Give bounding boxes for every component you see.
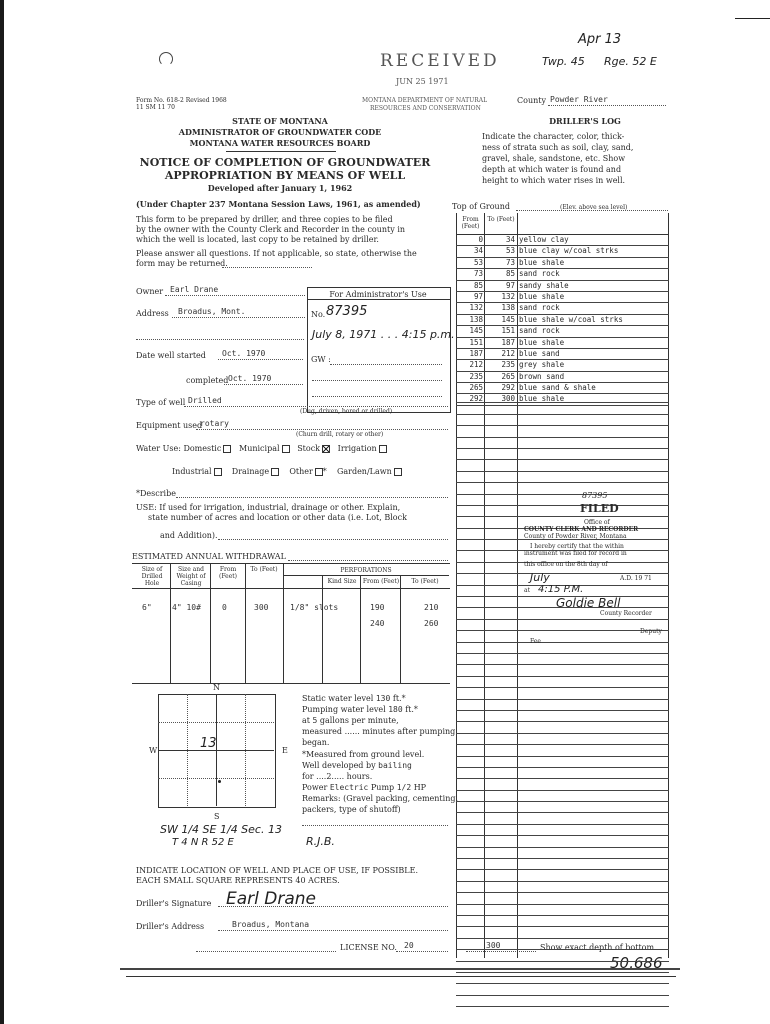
log-blank-row[interactable] [456,722,669,733]
static-unit: ft.* [392,694,406,703]
location-ref: R.J.B. [306,835,335,848]
log-row [456,281,669,292]
type-of-well-label: Type of well [136,398,186,407]
log-desc[interactable]: grey shale [519,360,565,370]
at-label: at [302,716,310,725]
log-blank-row[interactable] [456,893,669,904]
log-blank-row[interactable] [456,700,669,711]
scan-edge-left [0,0,4,1024]
log-row [456,258,669,269]
filed-office: Office of [584,519,610,526]
log-desc[interactable]: yellow clay [519,235,569,244]
hours-line: for ....2..... hours. [302,772,373,781]
municipal-label: Municipal [239,444,280,453]
log-desc[interactable]: blue sand & shale [519,383,596,393]
drainage-label: Drainage [231,467,270,476]
filed-certify-1: I hereby certify that the within [530,543,624,550]
log-desc[interactable]: blue shale [519,337,565,347]
col-perf-from: From (Feet) [362,578,400,585]
log-blank-row[interactable] [456,984,669,995]
section-number: 13 [200,736,217,751]
power-value[interactable]: Electric [329,783,369,792]
log-blank-row[interactable] [456,745,669,756]
describe-label: *Describe [136,489,176,498]
instructions-2: by the owner with the County Clerk and Recorder in the county in [136,225,406,234]
log-to[interactable]: 53 [505,246,515,256]
owner-value[interactable]: Earl Drane [170,285,219,294]
log-row [456,338,669,349]
received-date: JUN 25 1971 [396,77,449,86]
col-size: Size of Drilled Hole [141,566,163,587]
log-desc[interactable]: blue sand [519,348,560,358]
pump-value[interactable]: 1/2 [396,783,412,792]
log-blank-row[interactable] [456,996,669,1007]
water-use-row-2: Industrial Drainage Other * Garden/Lawn [172,467,402,476]
garden-label: Garden/Lawn [336,467,392,476]
log-col-from: From (Feet) [461,216,480,230]
log-blank-row[interactable] [456,950,669,961]
log-from[interactable]: 34 [473,246,483,256]
developed-value[interactable]: bailing [378,761,412,770]
drillers-log-text-1: Indicate the character, color, thick- [482,132,625,141]
log-blank-row[interactable] [456,939,669,950]
log-from[interactable]: 138 [469,314,483,324]
filed-label: FILED [580,502,619,515]
log-blank-row[interactable] [456,791,669,802]
form-code-2: 11 SM 11 70 [136,104,175,111]
log-to[interactable]: 145 [501,314,515,324]
drillers-log-text-4: depth at which water is found and [482,165,622,174]
log-from[interactable]: 0 [478,235,483,244]
log-from[interactable]: 235 [469,371,483,381]
form-code: Form No. 618-2 Revised 1968 [136,97,227,104]
value-perf2-to[interactable]: 260 [424,619,439,628]
filed-number: 87395 [582,491,608,500]
domestic-label: Domestic [183,444,222,453]
location-twp: T 4 N R 52 E [172,837,234,848]
stock-checkbox[interactable] [322,445,330,453]
drainage-checkbox[interactable] [271,468,279,476]
value-to[interactable]: 300 [254,603,269,612]
log-desc[interactable]: sandy shale [519,280,569,290]
log-from[interactable]: 145 [469,326,483,336]
completed-value[interactable]: Oct. 1970 [228,374,272,383]
value-size[interactable]: 6" [142,603,152,612]
signature-label: Driller's Signature [136,899,212,908]
log-from[interactable]: 265 [469,383,483,393]
completed-label: completed [186,376,229,385]
water-use-text: Water Use: [136,444,181,453]
log-blank-row[interactable] [456,403,669,414]
developed-label: Well developed by [302,761,376,770]
log-blank-row[interactable] [456,779,669,790]
well-marker-icon [218,780,221,783]
drillers-log-text-5: height to which water rises in well. [482,176,626,185]
log-row [456,315,669,326]
log-row [456,235,669,246]
record-number: 50,686 [610,954,663,972]
log-to[interactable]: 151 [501,326,515,336]
log-blank-row[interactable] [456,495,669,506]
date-started-value[interactable]: Oct. 1970 [222,349,266,358]
filed-year: A.D. 19 71 [620,575,652,582]
log-blank-row[interactable] [456,916,669,927]
log-row [456,292,669,303]
log-desc[interactable]: blue shale [519,291,565,301]
log-to[interactable]: 292 [501,383,515,393]
gpm-label: gallons per minute, [319,716,399,725]
compass-w: W [149,746,158,755]
log-row [456,303,669,314]
log-blank-row[interactable] [456,836,669,847]
value-perf1-from[interactable]: 190 [370,603,385,612]
log-desc[interactable]: blue clay w/coal strks [519,246,619,256]
value-perf1-to[interactable]: 210 [424,603,439,612]
log-to[interactable]: 132 [501,291,515,301]
log-desc[interactable]: brown sand [519,371,565,381]
log-blank-row[interactable] [456,962,669,973]
log-from[interactable]: 97 [473,291,483,301]
other-checkbox[interactable] [315,468,323,476]
signature-value: Earl Drane [226,889,317,909]
instructions-3: which the well is located, last copy to be retained by driller. [136,235,379,244]
log-desc[interactable]: sand rock [519,303,560,313]
filed-month: July [530,571,550,584]
log-to[interactable]: 300 [501,394,515,404]
filed-at: at [524,587,530,594]
use-note-2: state number of acres and location or other data (i.e. Lot, Block [148,513,407,522]
log-row [456,326,669,337]
log-blank-row[interactable] [456,665,669,676]
static-water [302,694,406,703]
log-from[interactable]: 292 [469,394,483,404]
address-label: Address [136,309,169,318]
log-blank-row[interactable] [456,677,669,688]
domestic-checkbox[interactable] [223,445,231,453]
compass-e: E [282,746,288,755]
irrigation-checkbox[interactable] [379,445,387,453]
static-label: Static water level [302,694,374,703]
owner-label: Owner [136,287,164,296]
instructions-4: Please answer all questions. If not applicable, so state, otherwise the [136,249,417,258]
log-blank-row[interactable] [456,768,669,779]
industrial-checkbox[interactable] [214,468,222,476]
log-from[interactable]: 132 [469,303,483,313]
admin-gw-label: GW : [311,355,331,364]
log-to[interactable]: 212 [501,348,515,358]
filed-certify-2: instrument was filed for record in [524,550,627,557]
log-row [456,246,669,257]
power-label: Power [302,783,328,792]
log-blank-row[interactable] [456,848,669,859]
col-to: To (Feet) [250,566,278,573]
filed-certify-3: this office on the 8th day of [524,561,608,568]
log-blank-row[interactable] [456,426,669,437]
value-kind[interactable]: 1/8" slots [290,603,339,612]
drillers-address-value[interactable]: Broadus, Montana [232,920,310,929]
log-blank-row[interactable] [456,870,669,881]
depth-value[interactable]: 300 [486,941,501,950]
measured-line: measured ...... minutes after pumping [302,727,456,736]
hp-label: HP [413,783,427,792]
log-blank-row[interactable] [456,757,669,768]
header-state: STATE OF MONTANA [232,116,328,126]
pumping-value[interactable]: 180 [388,705,403,714]
log-row [456,372,669,383]
log-from[interactable]: 85 [473,280,483,290]
drillers-log-text-2: ness of strata such as soil, clay, sand, [482,143,634,152]
static-value[interactable]: 130 [375,694,391,703]
col-perforations: PERFORATIONS [340,567,392,574]
log-blank-row[interactable] [456,438,669,449]
log-to[interactable]: 187 [501,337,515,347]
instructions-1: This form to be prepared by driller, and three copies to be filed [136,215,393,224]
stock-label: Stock [297,444,321,453]
log-row [456,349,669,360]
log-to[interactable]: 97 [505,280,515,290]
other-label: Other [289,467,313,476]
equipment-label: Equipment used [136,421,203,430]
address-value[interactable]: Broadus, Mont. [178,307,246,316]
log-blank-row[interactable] [456,415,669,426]
admin-no-label: No. [311,310,326,319]
col-from: From (Feet) [218,566,238,580]
use-note-3: and Addition). [160,531,218,540]
log-blank-row[interactable] [456,392,669,403]
top-of-ground-label: Top of Ground [452,202,510,211]
received-stamp: RECEIVED [380,51,500,71]
drillers-log-text-3: gravel, shale, sandstone, etc. Show [482,154,626,163]
filed-fee: Fee [530,638,541,645]
filed-time: 4:15 P.M. [538,584,584,595]
log-blank-row[interactable] [456,506,669,517]
value-perf2-from[interactable]: 240 [370,619,385,628]
log-col-to: To (Feet) [487,216,515,223]
irrigation-label: Irrigation [337,444,377,453]
log-blank-row[interactable] [456,688,669,699]
compass-s: S [214,812,220,821]
admin-date-value: July 8, 1971 . . . 4:15 p.m. [312,328,455,341]
drillers-address-label: Driller's Address [136,922,205,931]
log-blank-row[interactable] [456,620,669,631]
log-blank-row[interactable] [456,654,669,665]
log-blank-row[interactable] [456,643,669,654]
for-label: for [302,772,314,781]
equipment-note: (Churn drill, rotary or other) [296,431,384,438]
measured-label: measured [302,727,343,736]
log-from[interactable]: 53 [473,257,483,267]
log-blank-row[interactable] [456,631,669,642]
drillers-log-title: DRILLER'S LOG [549,116,621,126]
location-quarter: SW 1/4 SE 1/4 Sec. 13 [160,823,282,836]
filed-county-clerk: COUNTY CLERK AND RECORDER [524,526,639,533]
log-desc[interactable]: sand rock [519,269,560,279]
header-admin: ADMINISTRATOR OF GROUNDWATER CODE [178,127,382,137]
compass-n: N [213,683,220,692]
log-blank-row[interactable] [456,460,669,471]
remarks-1: Remarks: (Gravel packing, cementing, [302,794,459,803]
log-desc[interactable]: blue shale [519,257,565,267]
section-grid [158,694,276,808]
col-kind: Kind Size [327,578,357,585]
drillers-log-table [456,235,669,406]
header-board: MONTANA WATER RESOURCES BOARD [189,138,371,148]
filed-county-of: County of Powder River, Montana [524,533,627,540]
log-desc[interactable]: blue shale [519,394,565,404]
location-instruction-2: EACH SMALL SQUARE REPRESENTS 40 ACRES. [136,876,340,885]
punch-hole-icon [159,52,173,66]
power-line [302,783,426,792]
municipal-checkbox[interactable] [282,445,290,453]
elev-note: (Elev. above sea level) [560,204,628,211]
log-blank-row[interactable] [456,882,669,893]
measured-from: *Measured from ground level. [302,750,425,759]
corner-note-rge: Rge. 52 E [604,55,657,68]
county-label: County [517,96,546,105]
log-from[interactable]: 212 [469,360,483,370]
log-blank-row[interactable] [456,802,669,813]
filed-deputy: Deputy [640,628,662,635]
value-casing[interactable]: 4" 10# [172,603,201,612]
log-to[interactable]: 265 [501,371,515,381]
hours-label: hours. [346,772,373,781]
log-blank-row[interactable] [456,905,669,916]
pump-label: Pump [370,783,395,792]
log-to[interactable]: 85 [505,269,515,279]
scan-edge-right [735,18,770,19]
log-blank-row[interactable] [456,734,669,745]
header-title-2: APPROPRIATION BY MEANS OF WELL [164,169,406,182]
log-to[interactable]: 73 [505,257,515,267]
after-label: minutes after pumping [362,727,456,736]
corner-note-twp: Twp. 45 [542,55,585,68]
county-value: Powder River [550,95,608,104]
log-blank-row[interactable] [456,813,669,824]
received-dept-1: MONTANA DEPARTMENT OF NATURAL [362,97,488,104]
began-line: began. [302,738,330,747]
col-casing: Size and Weight of Casing [176,566,206,587]
withdrawal-title: ESTIMATED ANNUAL WITHDRAWAL [132,552,286,561]
log-blank-row[interactable] [456,859,669,870]
gpm-value[interactable]: 5 [312,716,318,725]
type-of-well-value[interactable]: Drilled [188,396,222,405]
received-dept-2: RESOURCES AND CONSERVATION [370,105,481,112]
log-blank-row[interactable] [456,825,669,836]
admin-box-title: For Administrator's Use [329,290,427,299]
date-started-label: Date well started [136,351,206,360]
license-value[interactable]: 20 [404,941,414,950]
log-row [456,269,669,280]
log-from[interactable]: 187 [469,348,483,358]
equipment-value[interactable]: rotary [200,419,229,428]
drillers-log-blank-rows [456,392,669,1007]
depth-label: Show exact depth of bottom [540,943,655,952]
license-label: LICENSE NO. [340,943,397,952]
log-blank-row[interactable] [456,973,669,984]
log-to[interactable]: 138 [501,303,515,313]
location-instruction-1: INDICATE LOCATION OF WELL AND PLACE OF USE, IF POSSIBLE. [136,866,418,875]
header-title-1: NOTICE OF COMPLETION OF GROUNDWATER [139,156,431,169]
log-desc[interactable]: blue shale w/coal strks [519,314,623,324]
garden-checkbox[interactable] [394,468,402,476]
use-note-1: USE: If used for irrigation, industrial, drainage or other. Explain, [136,503,401,512]
header-chapter: (Under Chapter 237 Montana Session Laws, 1961, as amended) [136,199,421,209]
log-desc[interactable]: sand rock [519,326,560,336]
pumping-unit: ft.* [405,705,418,714]
corner-note-date: Apr 13 [578,32,622,47]
gpm-line [302,716,399,725]
developed-line [302,761,412,770]
header-developed: Developed after January 1, 1962 [207,183,353,193]
admin-no-value: 87395 [326,304,368,319]
log-from[interactable]: 73 [473,269,483,279]
pumping-label: Pumping water level [302,705,386,714]
log-blank-row[interactable] [456,483,669,494]
type-of-well-note: (Dug, driven, bored or drilled) [300,408,393,415]
filed-recorder: County Recorder [600,610,652,617]
log-blank-row[interactable] [456,927,669,938]
filed-clerk-signature: Goldie Bell [556,596,621,610]
log-to[interactable]: 34 [505,235,515,244]
industrial-label: Industrial [172,467,212,476]
log-blank-row[interactable] [456,711,669,722]
instructions-5: form may be returned. [136,259,228,268]
log-row [456,360,669,371]
log-blank-row[interactable] [456,472,669,483]
log-blank-row[interactable] [456,449,669,460]
pumping-water [302,705,418,714]
remarks-2: packers, type of shutoff) [302,805,401,814]
water-use-label [136,444,387,453]
log-from[interactable]: 151 [469,337,483,347]
col-perf-to: To (Feet) [411,578,439,585]
log-to[interactable]: 235 [501,360,515,370]
value-from[interactable]: 0 [222,603,227,612]
